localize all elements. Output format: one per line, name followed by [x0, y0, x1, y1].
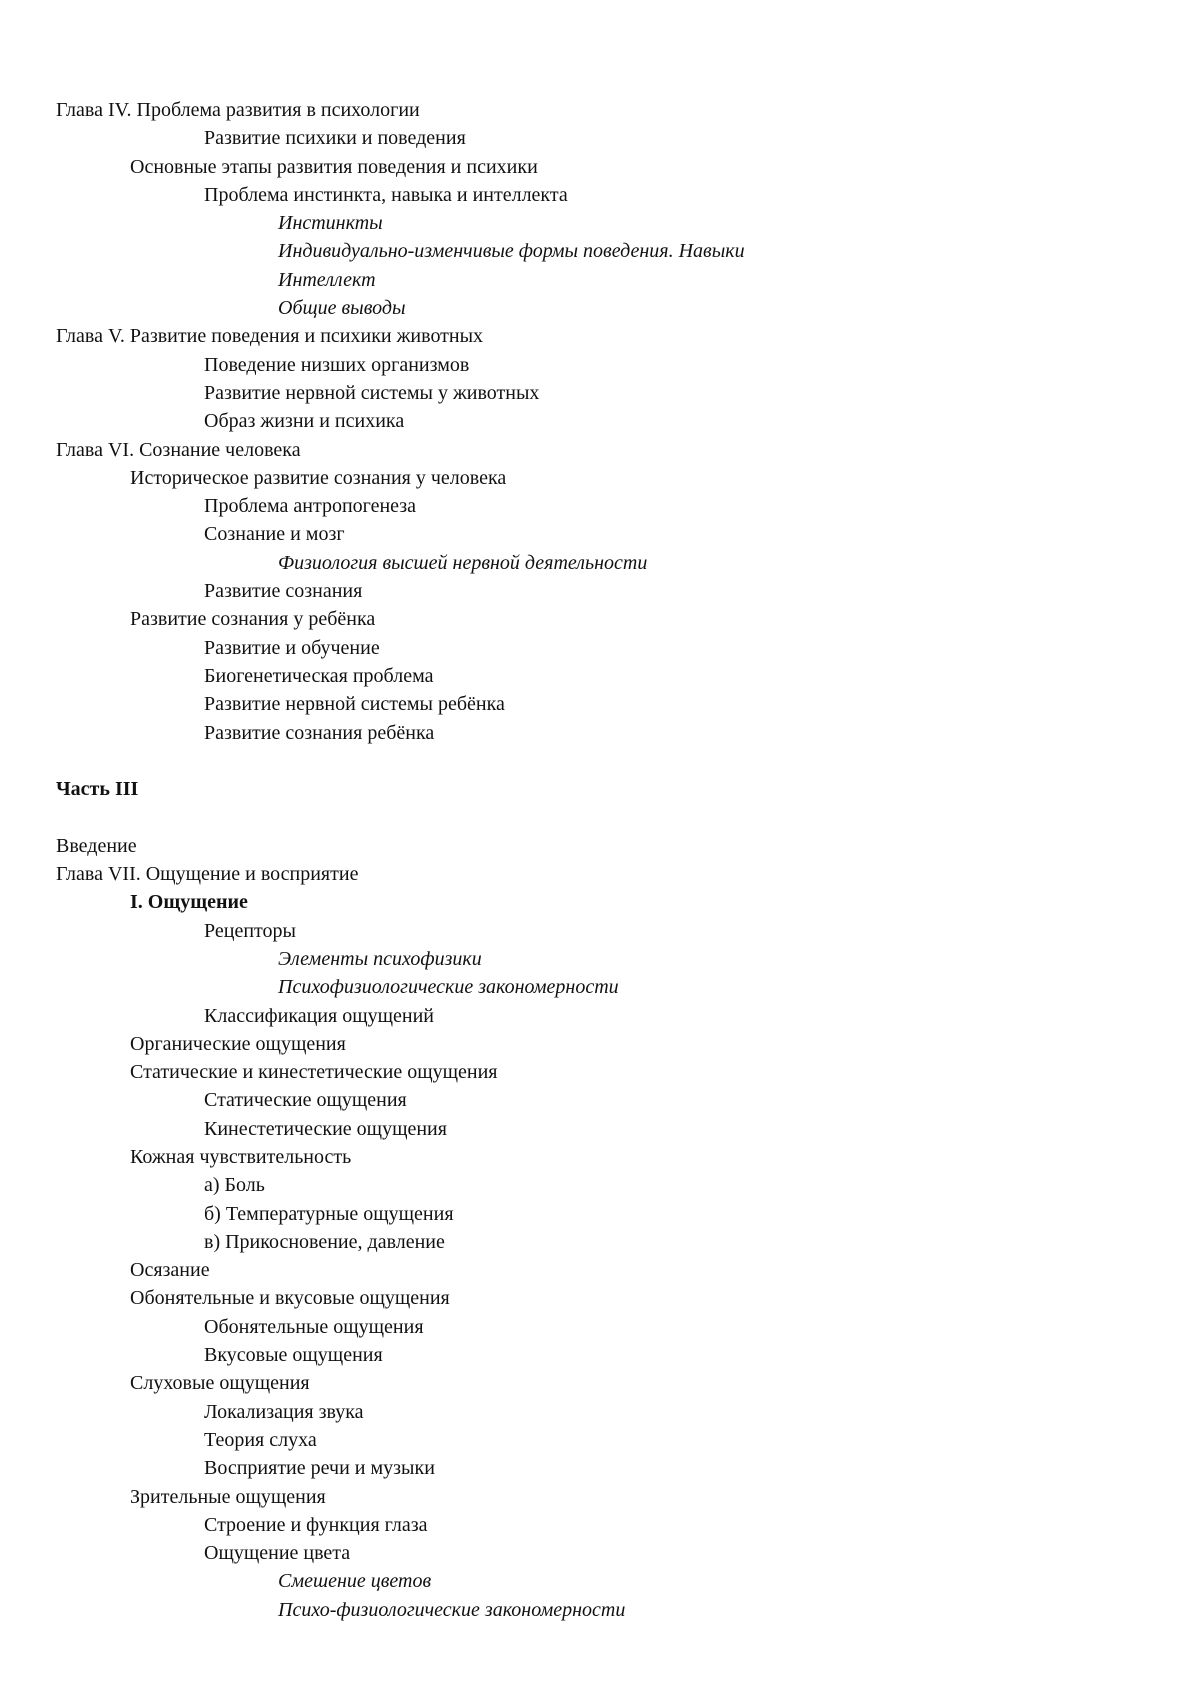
toc-entry: в) Прикосновение, давление — [204, 1230, 445, 1253]
toc-entry: Развитие сознания — [204, 580, 363, 603]
toc-entry: Биогенетическая проблема — [204, 664, 434, 687]
toc-subentry: Индивидуально-изменчивые формы поведения. Навыки — [278, 240, 745, 263]
toc-entry: Кинестетические ощущения — [204, 1117, 447, 1140]
toc-entry: б) Температурные ощущения — [204, 1202, 454, 1225]
toc-entry: Органические ощущения — [130, 1032, 346, 1055]
toc-entry: Развитие психики и поведения — [204, 127, 466, 150]
toc-entry: Ощущение цвета — [204, 1542, 351, 1565]
toc-entry: Образ жизни и психика — [204, 410, 405, 433]
toc-entry: Статические ощущения — [204, 1089, 407, 1112]
toc-subentry: Психофизиологические закономерности — [278, 976, 619, 999]
toc-entry: Развитие сознания у ребёнка — [130, 608, 376, 631]
toc-entry: Кожная чувствительность — [130, 1145, 352, 1168]
toc-subentry: Интеллект — [278, 268, 376, 291]
toc-entry: Развитие сознания ребёнка — [204, 721, 435, 744]
toc-entry: Обонятельные ощущения — [204, 1315, 424, 1338]
toc-subentry: Психо-физиологические закономерности — [278, 1598, 626, 1621]
toc-entry: Обонятельные и вкусовые ощущения — [130, 1287, 450, 1310]
toc-entry: Основные этапы развития поведения и психики — [130, 155, 538, 178]
toc-entry: Теория слуха — [204, 1428, 317, 1451]
toc-entry: Слуховые ощущения — [130, 1372, 310, 1395]
toc-subentry: Общие выводы — [278, 297, 406, 320]
chapter-heading: Глава V. Развитие поведения и психики животных — [56, 325, 484, 348]
chapter-heading: Глава VI. Сознание человека — [56, 438, 301, 461]
toc-entry: Введение — [56, 834, 137, 857]
toc-subentry: Инстинкты — [278, 212, 383, 235]
toc-entry: Развитие нервной системы ребёнка — [204, 693, 505, 716]
toc-entry: Рецепторы — [204, 919, 296, 942]
toc-entry: Зрительные ощущения — [130, 1485, 326, 1508]
toc-entry: Развитие и обучение — [204, 636, 380, 659]
part-heading: Часть III — [56, 778, 139, 801]
toc-entry: Локализация звука — [204, 1400, 364, 1423]
spacer — [56, 747, 1156, 775]
toc-entry: Строение и функция глаза — [204, 1513, 428, 1536]
toc-entry: Проблема антропогенеза — [204, 495, 417, 518]
toc-entry: Поведение низших организмов — [204, 353, 470, 376]
toc-entry: Восприятие речи и музыки — [204, 1457, 435, 1480]
toc-entry: Историческое развитие сознания у человека — [130, 466, 507, 489]
toc-entry: Развитие нервной системы у животных — [204, 381, 540, 404]
toc-entry: а) Боль — [204, 1174, 265, 1197]
toc-subentry: Смешение цветов — [278, 1570, 432, 1593]
toc-subentry: Физиология высшей нервной деятельности — [278, 551, 648, 574]
chapter-heading: Глава IV. Проблема развития в психологии — [56, 99, 420, 121]
toc-entry: Сознание и мозг — [204, 523, 345, 546]
toc-subentry: Элементы психофизики — [278, 947, 482, 970]
chapter-heading: Глава VII. Ощущение и восприятие — [56, 863, 359, 886]
toc-entry: Осязание — [130, 1259, 210, 1282]
section-heading: I. Ощущение — [130, 891, 248, 914]
toc-entry: Проблема инстинкта, навыка и интеллекта — [204, 183, 568, 206]
spacer — [56, 803, 1156, 831]
table-of-contents — [56, 96, 1156, 1624]
toc-entry: Классификация ощущений — [204, 1004, 434, 1027]
toc-entry: Вкусовые ощущения — [204, 1344, 383, 1367]
toc-entry: Статические и кинестетические ощущения — [130, 1061, 498, 1084]
